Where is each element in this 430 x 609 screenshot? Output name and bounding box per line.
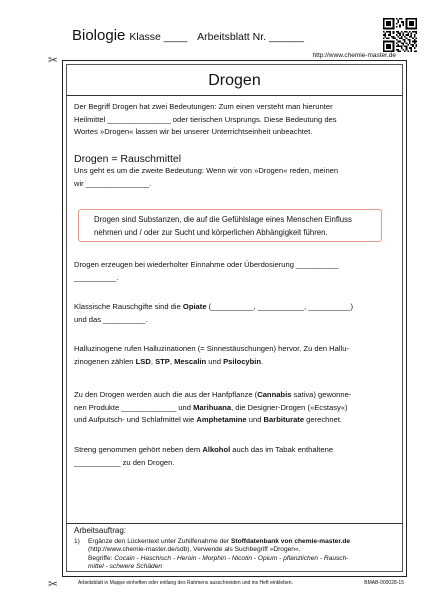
assignment-divider bbox=[66, 523, 403, 524]
text-line bbox=[74, 301, 394, 314]
keyword-opiate: Opiate bbox=[182, 302, 207, 311]
text: sativa) gewonne- bbox=[291, 390, 352, 399]
text-line: Der Begriff Drogen hat zwei Bedeutungen: Zum einen versteht man hierunter bbox=[74, 102, 333, 111]
text: , bbox=[150, 356, 156, 366]
scissors-icon: ✂ bbox=[48, 577, 59, 591]
page-title: Drogen bbox=[208, 72, 261, 89]
keyword-barbiturate: Barbiturate bbox=[263, 415, 305, 424]
text-line: Wortes »Drogen« lassen wir bei unserer Unterrichtseinheit unbeachtet. bbox=[74, 127, 313, 136]
text: gerechnet. bbox=[304, 415, 343, 424]
subject: Biologie bbox=[72, 27, 126, 44]
text: nen Produkte _____________ und bbox=[74, 402, 194, 412]
text-line: und das __________. bbox=[74, 314, 148, 324]
term-list: Cocain - Haschisch - Heroin - Morphin - Nicotin - Opium - pflanzlichen - Rausch- bbox=[114, 554, 349, 562]
text: (__________, ___________, __________) bbox=[206, 302, 354, 311]
text: Begriffe: bbox=[88, 554, 115, 562]
definition-box bbox=[78, 209, 382, 242]
hallucinogens-paragraph bbox=[74, 343, 394, 368]
text: Klassische Rauschgifte sind die bbox=[74, 302, 183, 311]
assignment-section bbox=[74, 526, 394, 571]
keyword-cannabis: Cannabis bbox=[257, 390, 292, 399]
text: und Aufputsch- und Schlafmittel wie bbox=[74, 415, 197, 424]
alcohol-paragraph bbox=[74, 444, 394, 469]
assignment-item bbox=[74, 538, 394, 571]
arbeitsblatt-label: Arbeitsblatt Nr. ______ bbox=[197, 31, 304, 43]
intro-paragraph bbox=[74, 101, 394, 139]
text: Zu den Drogen werden auch die aus der Hanfpflanze ( bbox=[74, 390, 258, 399]
overdose-paragraph bbox=[74, 259, 394, 284]
text-line: Drogen sind Substanzen, die auf die Gefühlslage eines Menschen Einfluss bbox=[94, 215, 352, 224]
text-line: Uns geht es um die zweite Bedeutung: Wenn wir von »Drogen« reden, meinen bbox=[74, 166, 339, 175]
footer-note: Arbeitsblatt in Mappe einheften oder entlang des Rahmens ausschneiden und ins Heft einkleben. bbox=[78, 580, 293, 586]
text: auch das im Tabak enthaltene bbox=[230, 445, 334, 454]
text-line bbox=[74, 356, 394, 369]
text-line: (http://www.chemie-master.de/sdb). Verwende als Suchbegriff »Drogen«. bbox=[88, 546, 301, 554]
keyword-amphetamine: Amphetamine bbox=[196, 415, 247, 424]
text-line: Heilmittel _______________ oder tierischen Ursprungs. Diese Bedeutung des bbox=[74, 114, 337, 124]
opiates-paragraph bbox=[74, 301, 394, 326]
keyword-mescalin: Mescalin bbox=[174, 356, 207, 366]
item-number: 1) bbox=[74, 538, 80, 545]
text-line: Drogen erzeugen bei wiederholter Einnahme oder Überdosierung __________ bbox=[74, 260, 339, 269]
text-line bbox=[88, 538, 394, 546]
text-line: ___________ zu den Drogen. bbox=[74, 457, 175, 467]
cannabis-paragraph bbox=[74, 389, 394, 427]
text: und bbox=[206, 356, 224, 366]
keyword-stp: STP bbox=[155, 356, 170, 366]
assignment-heading: Arbeitsauftrag: bbox=[74, 526, 127, 535]
text: . bbox=[261, 356, 264, 366]
text: Streng genommen gehört neben dem bbox=[74, 445, 203, 454]
footer-code: BMAB-000028-15 bbox=[364, 580, 404, 586]
text: zinogenen zählen bbox=[74, 356, 136, 366]
text-line bbox=[88, 555, 394, 563]
keyword-lsd: LSD bbox=[135, 356, 151, 366]
text-line: Halluzinogene rufen Halluzinationen (= Sinnestäuschungen) hervor. Zu den Hallu- bbox=[74, 344, 350, 353]
term-list: mittel - schwere Schäden bbox=[88, 562, 163, 570]
keyword-psilocybin: Psilocybin bbox=[223, 356, 262, 366]
text: , bbox=[169, 356, 175, 366]
keyword-marihuana: Marihuana bbox=[193, 402, 232, 412]
text-line bbox=[88, 563, 394, 571]
klasse-label: Klasse ____ bbox=[129, 31, 188, 43]
qr-code-icon bbox=[383, 18, 417, 52]
scissors-icon: ✂ bbox=[48, 53, 59, 67]
text-line: nehmen und / oder zur Sucht und körperlichen Abhängigkeit führen. bbox=[94, 228, 328, 237]
text-line bbox=[74, 389, 394, 402]
database-reference: Stoffdatenbank von chemie-master.de bbox=[230, 538, 351, 545]
header-title bbox=[72, 27, 304, 44]
text: Ergänze den Lückentext unter Zuhilfenahme der bbox=[88, 538, 231, 545]
text-line bbox=[74, 414, 394, 427]
keyword-alkohol: Alkohol bbox=[202, 445, 231, 454]
text-line bbox=[74, 444, 394, 457]
text-line bbox=[74, 402, 394, 415]
text: und bbox=[246, 415, 264, 424]
text: , die Designer-Drogen (»Ecstasy«) bbox=[231, 402, 348, 412]
text-line: __________. bbox=[74, 272, 119, 282]
title-divider bbox=[66, 95, 403, 96]
text-line: wir _______________. bbox=[74, 178, 152, 188]
definition-paragraph bbox=[74, 165, 394, 190]
header-url: http://www.chemie-master.de bbox=[312, 52, 396, 59]
section-heading: Drogen = Rauschmittel bbox=[74, 153, 182, 165]
